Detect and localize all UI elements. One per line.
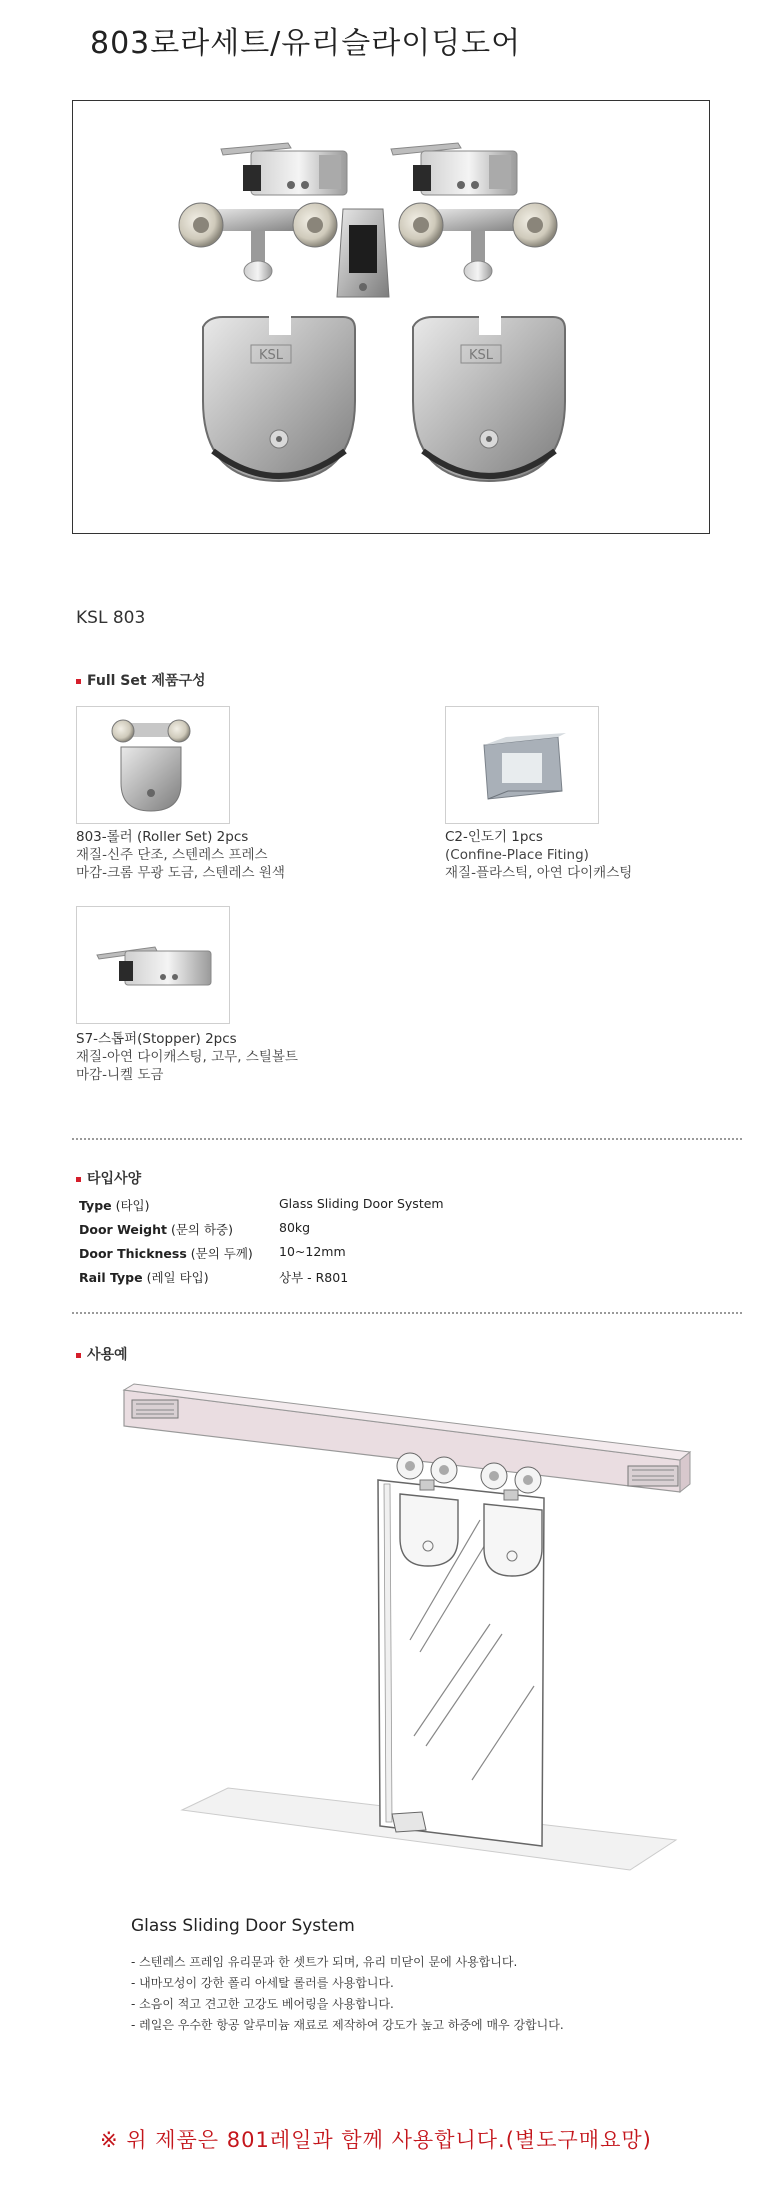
usage-note: - 내마모성이 강한 폴리 아세탈 롤러를 사용합니다. [131, 1976, 394, 1990]
clamp-left [203, 315, 355, 481]
bullet-icon [76, 679, 81, 684]
roller-set-title: 803-롤러 (Roller Set) 2pcs [76, 829, 249, 845]
spec-value: 상부 - R801 [279, 1270, 349, 1285]
specs-table [79, 1196, 639, 1292]
bullet-icon [76, 1177, 81, 1182]
product-photo [72, 100, 710, 534]
guide-caption [445, 828, 632, 882]
usage-note: - 스텐레스 프레임 유리문과 한 셋트가 되며, 유리 미닫이 문에 사용합니다. [131, 1955, 518, 1969]
thumb-stopper [76, 906, 230, 1024]
stopper-caption [76, 1030, 298, 1084]
installation-diagram-svg [110, 1370, 710, 1930]
page-title: 803로라세트/유리슬라이딩도어 [90, 26, 522, 61]
full-set-heading [76, 670, 206, 690]
roller-set-finish: 마감-크롬 무광 도금, 스텐레스 원색 [76, 865, 285, 881]
specs-heading-text: 타입사양 [87, 1171, 142, 1187]
roller-set-material: 재질-신주 단조, 스텐레스 프레스 [76, 847, 268, 863]
roller-right [399, 203, 557, 281]
guide-material: 재질-플라스틱, 아연 다이캐스팅 [445, 865, 633, 881]
footer-notice: ※ 위 제품은 801레일과 함께 사용합니다.(별도구매요망) [100, 2128, 652, 2152]
installation-diagram [110, 1370, 710, 1930]
roller-set-caption [76, 828, 285, 882]
spec-label: Door Thickness (문의 두께) [79, 1246, 253, 1261]
usage-note: - 레일은 우수한 항공 알루미늄 재료로 제작하여 강도가 높고 하중에 매우 강합니다. [131, 2018, 564, 2032]
stopper-image [77, 907, 229, 1023]
dotted-divider [72, 1138, 742, 1140]
spec-label: Type (타입) [79, 1198, 150, 1213]
roller-left [179, 203, 337, 281]
spec-value: 80kg [279, 1220, 311, 1235]
usage-heading [76, 1344, 128, 1364]
stopper-left [221, 143, 347, 195]
spec-row-thickness [79, 1244, 639, 1268]
spec-label: Door Weight (문의 하중) [79, 1222, 234, 1237]
specs-heading [76, 1168, 141, 1188]
thumb-guide [445, 706, 599, 824]
usage-heading-text: 사용예 [87, 1347, 128, 1363]
product-photo-illustration [73, 101, 709, 533]
full-set-heading-text: Full Set 제품구성 [87, 673, 206, 689]
system-title: Glass Sliding Door System [131, 1916, 355, 1936]
guide-center [337, 209, 389, 297]
spec-row-type [79, 1196, 639, 1220]
clamp-right [413, 315, 565, 481]
usage-note: - 소음이 적고 견고한 고강도 베어링을 사용합니다. [131, 1997, 394, 2011]
guide-subtitle: (Confine-Place Fiting) [445, 847, 589, 863]
bullet-icon [76, 1353, 81, 1358]
guide-image [446, 707, 598, 823]
logo-text-left: KSL [258, 348, 284, 363]
logo-text-right: KSL [468, 348, 494, 363]
usage-notes [131, 1952, 564, 2036]
spec-row-weight [79, 1220, 639, 1244]
stopper-title: S7-스톱퍼(Stopper) 2pcs [76, 1031, 237, 1047]
dotted-divider [72, 1312, 742, 1314]
spec-label: Rail Type (레일 타입) [79, 1270, 209, 1285]
spec-row-rail [79, 1268, 639, 1292]
spec-value: Glass Sliding Door System [279, 1196, 444, 1211]
stopper-finish: 마감-니켈 도금 [76, 1067, 164, 1083]
stopper-right [391, 143, 517, 195]
model-name: KSL 803 [76, 608, 146, 628]
guide-title: C2-인도기 1pcs [445, 829, 543, 845]
roller-set-image [77, 707, 229, 823]
spec-value: 10~12mm [279, 1244, 346, 1259]
thumb-roller-set [76, 706, 230, 824]
stopper-material: 재질-아연 다이캐스팅, 고무, 스틸볼트 [76, 1049, 298, 1065]
